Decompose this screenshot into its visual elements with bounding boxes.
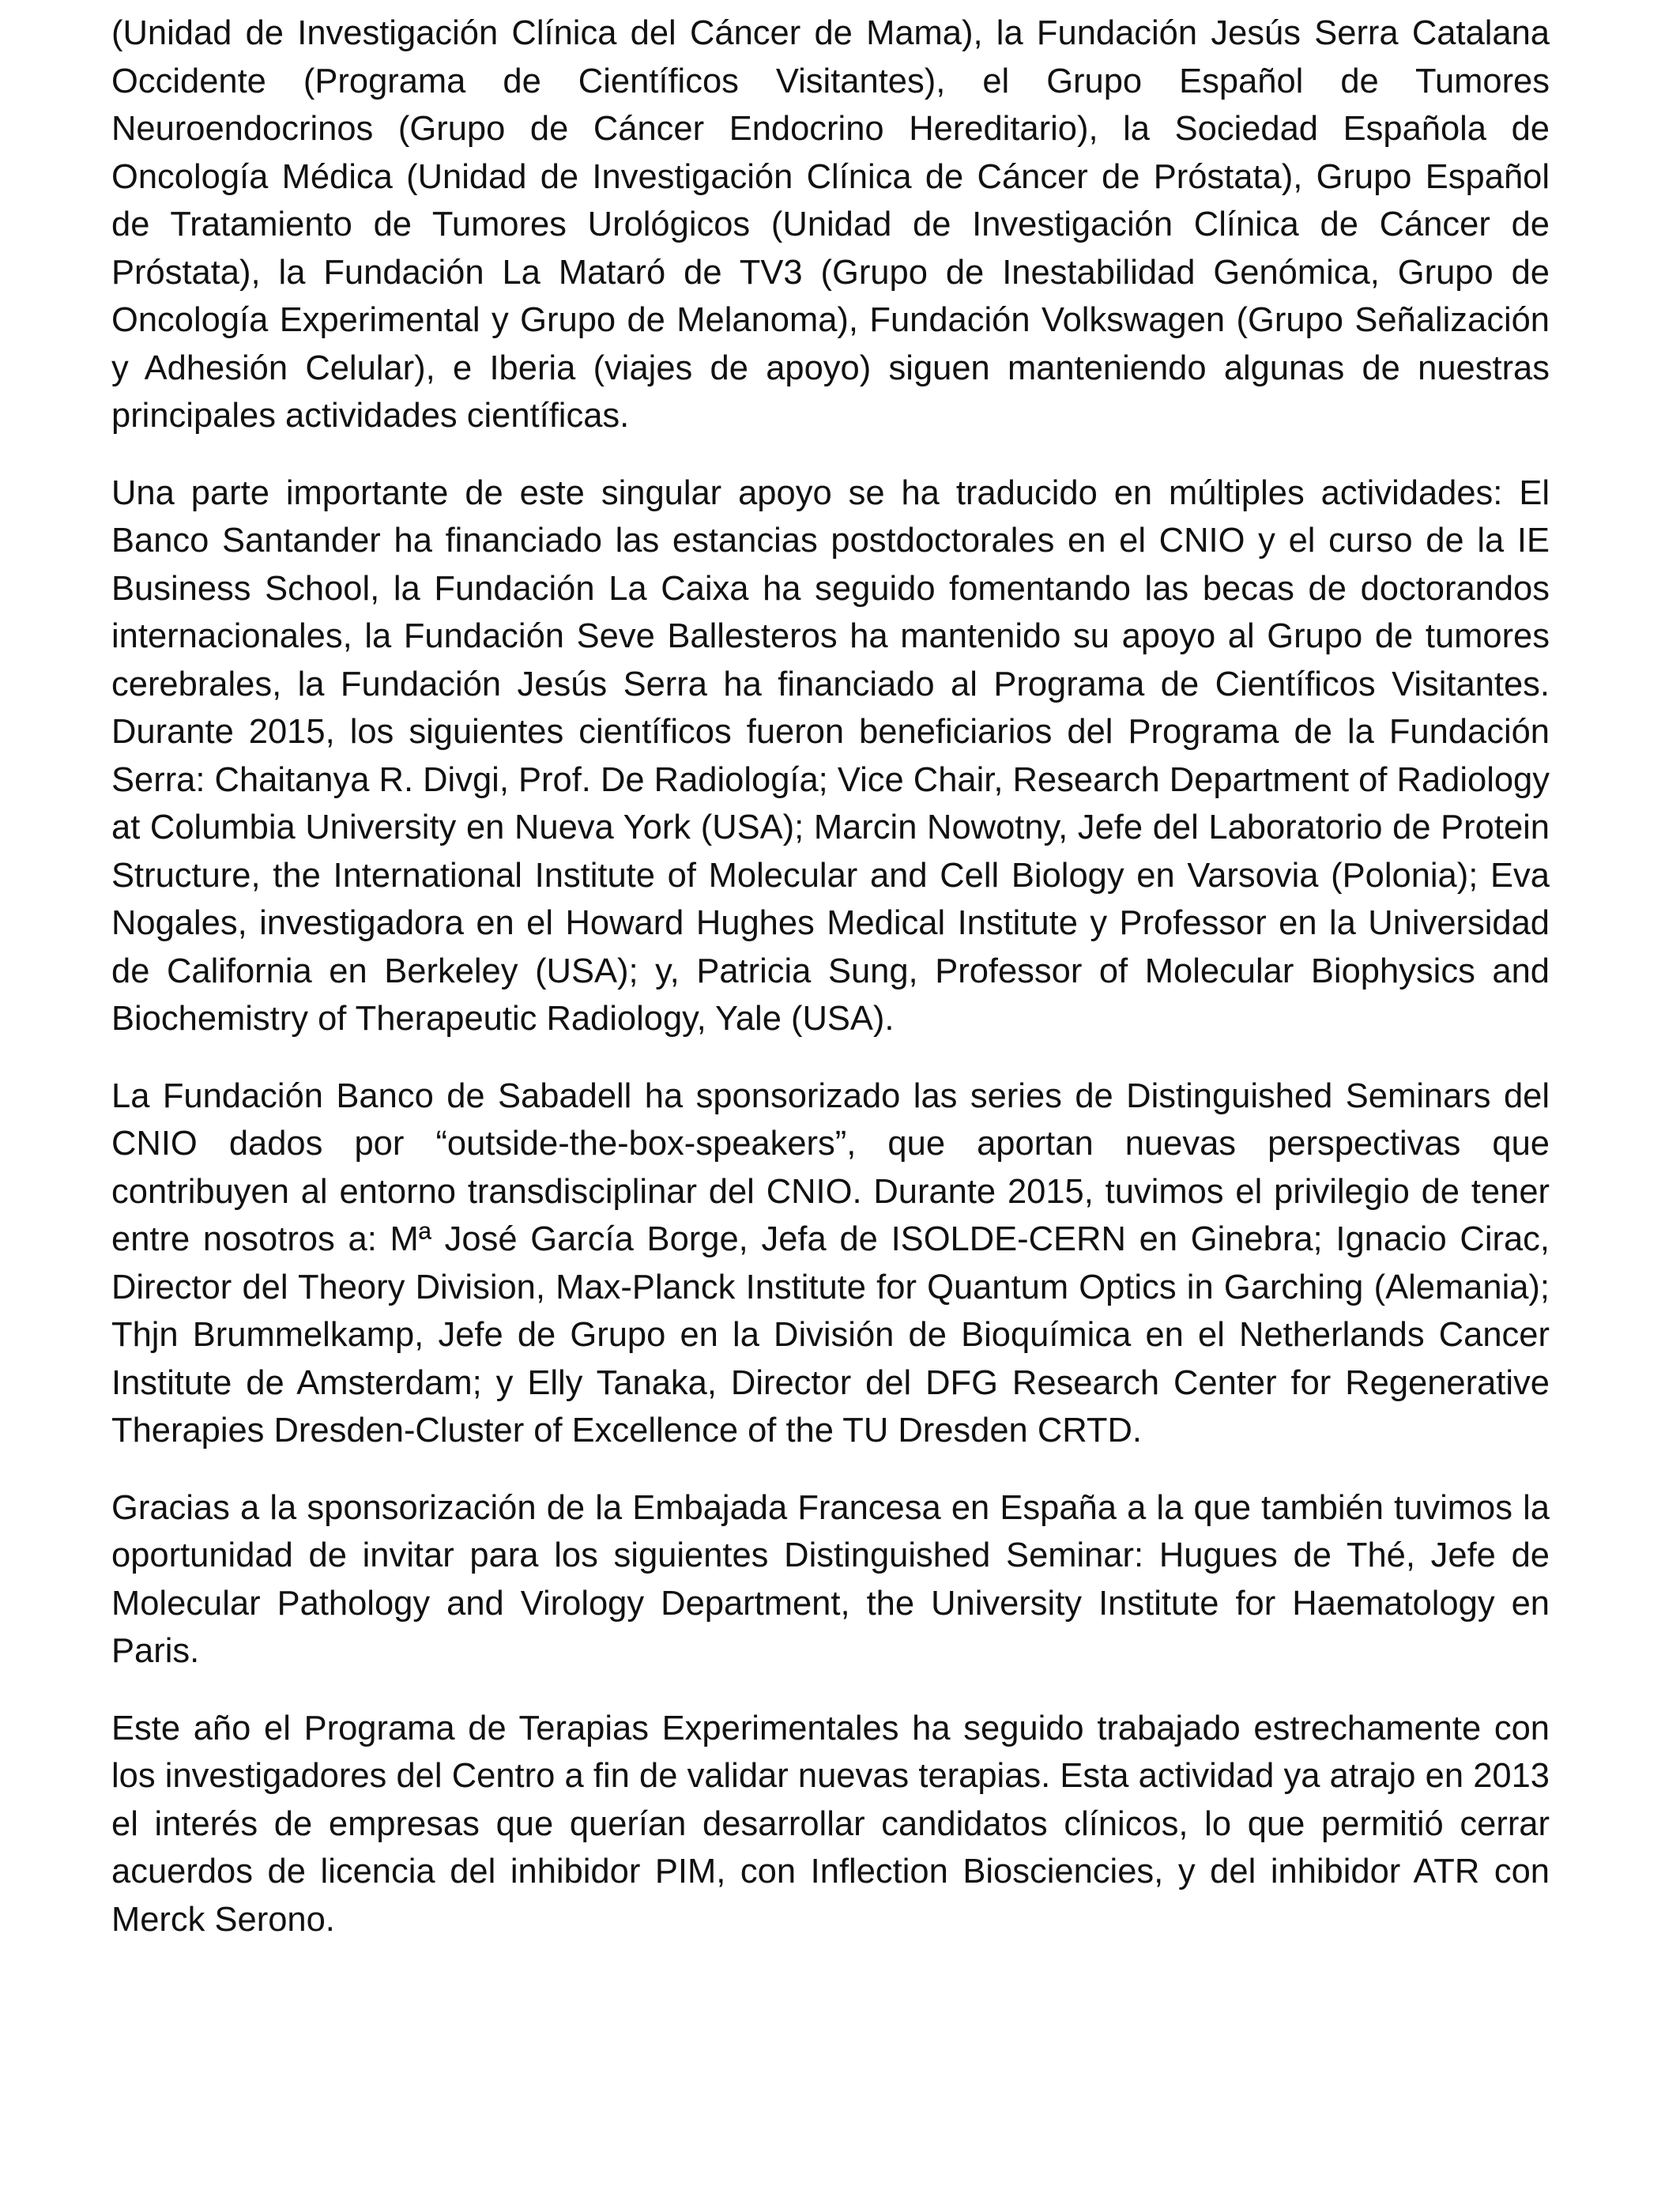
paragraph-funding-groups: (Unidad de Investigación Clínica del Cáncer de Mama), la Fundación Jesús Serra Catalana Occidente (Programa de Científicos Visitantes), el Grupo Español de Tumores Neuroendocrinos (Grupo de Cáncer Endocrino Hereditario), la Sociedad Española de Oncología Médica (Unidad de Investigación Clínica de Cáncer de Próstata), Grupo Español de Tratamiento de Tumores Urológicos (Unidad de Investigación Clínica de Cáncer de Próstata), la Fundación La Mataró de TV3 (Grupo de Inestabilidad Genómica, Grupo de Oncología Experimental y Grupo de Melanoma), Fundación Volkswagen (Grupo Señalización y Adhesión Celular), e Iberia (viajes de apoyo) siguen manteniendo algunas de nuestras principales actividades científicas. [111, 14, 1550, 435]
paragraph-experimental-therapies: Este año el Programa de Terapias Experimentales ha seguido trabajado estrechamente con los investigadores del Centro a fin de validar nuevas terapias. Esta actividad ya atrajo en 2013 el interés de empresas que querían desarrollar candidatos clínicos, lo que permitió cerrar acuerdos de licencia del inhibidor PIM, con Inflection Biosciencies, y del inhibidor ATR con Merck Serono. [111, 1709, 1550, 1939]
paragraph-distinguished-seminars: La Fundación Banco de Sabadell ha sponsorizado las series de Distinguished Seminars del CNIO dados por “outside-the-box-speakers”, que aportan nuevas perspectivas que contribuyen al entorno transdisciplinar del CNIO. Durante 2015, tuvimos el privilegio de tener entre nosotros a: Mª José García Borge, Jefa de ISOLDE-CERN en Ginebra; Ignacio Cirac, Director del Theory Division, Max-Planck Institute for Quantum Optics in Garching (Alemania); Thjn Brummelkamp, Jefe de Grupo en la División de Bioquímica en el Netherlands Cancer Institute de Amsterdam; y Elly Tanaka, Director del DFG Research Center for Regenerative Therapies Dresden-Cluster of Excellence of the TU Dresden CRTD. [111, 1076, 1550, 1449]
document-page [111, 9, 1550, 1973]
paragraph-french-embassy: Gracias a la sponsorización de la Embajada Francesa en España a la que también tuvimos la oportunidad de invitar para los siguientes Distinguished Seminar: Hugues de Thé, Jefe de Molecular Pathology and Virology Department, the University Institute for Haematology en Paris. [111, 1488, 1550, 1670]
paragraph-support-activities: Una parte importante de este singular apoyo se ha traducido en múltiples actividades: El Banco Santander ha financiado las estancias postdoctorales en el CNIO y el curso de la IE Business School, la Fundación La Caixa ha seguido fomentando las becas de doctorandos internacionales, la Fundación Seve Ballesteros ha mantenido su apoyo al Grupo de tumores cerebrales, la Fundación Jesús Serra ha financiado al Programa de Científicos Visitantes. Durante 2015, los siguientes científicos fueron beneficiarios del Programa de la Fundación Serra: Chaitanya R. Divgi, Prof. De Radiología; Vice Chair, Research Department of Radiology at Columbia University en Nueva York (USA); Marcin Nowotny, Jefe del Laboratorio de Protein Structure, the International Institute of Molecular and Cell Biology en Varsovia (Polonia); Eva Nogales, investigadora en el Howard Hughes Medical Institute y Professor en la Universidad de California en Berkeley (USA); y, Patricia Sung, Professor of Molecular Biophysics and Biochemistry of Therapeutic Radiology, Yale (USA). [111, 473, 1550, 1038]
